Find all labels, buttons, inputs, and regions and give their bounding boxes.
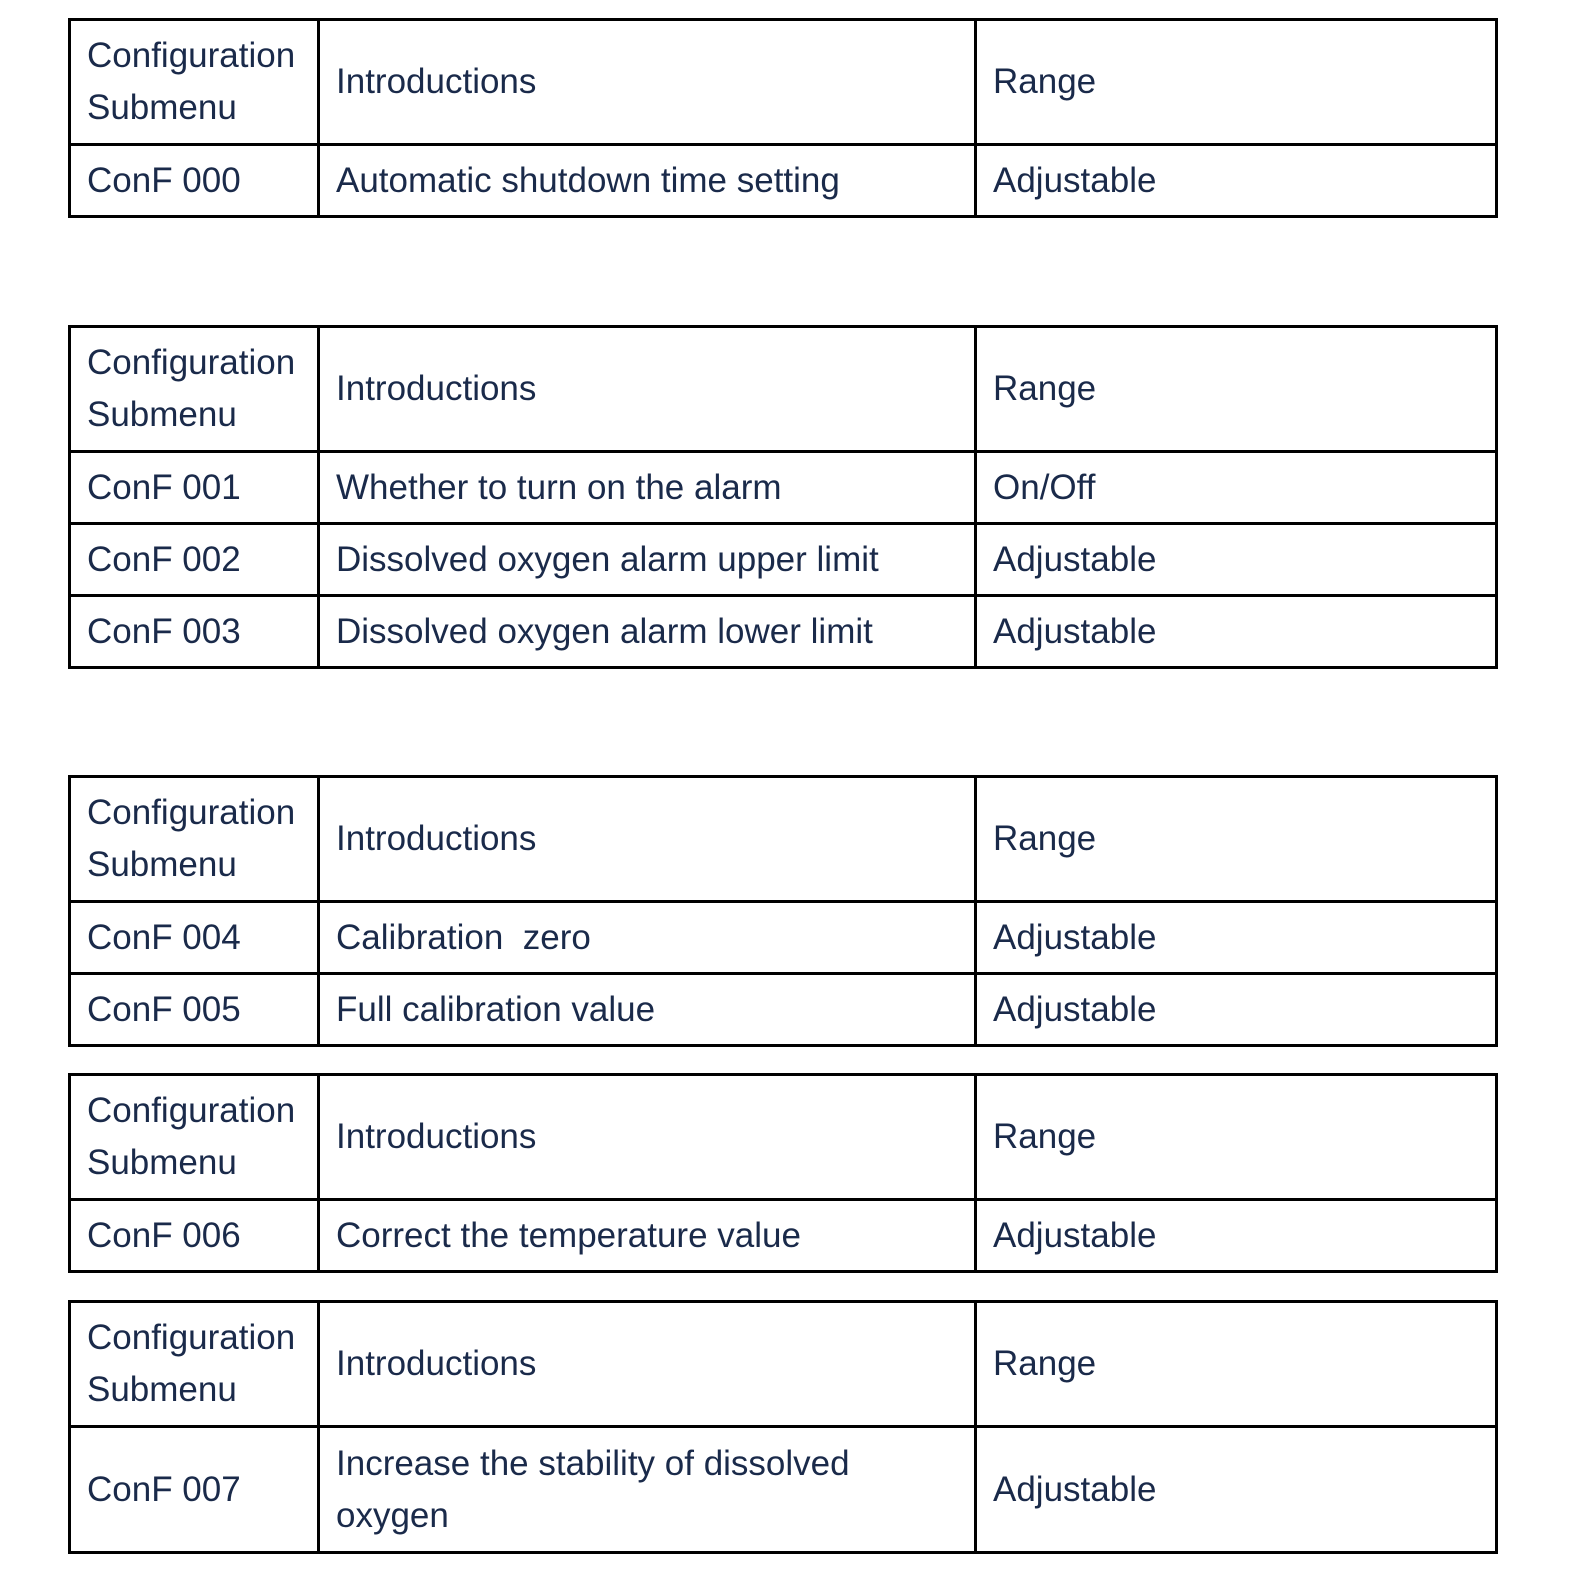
cell-code: ConF 002 bbox=[70, 524, 319, 596]
header-configuration-submenu bbox=[70, 1075, 319, 1200]
cell-introduction bbox=[319, 1427, 976, 1553]
table-header-row bbox=[70, 20, 1497, 145]
config-table-2 bbox=[68, 325, 1498, 669]
cell-code: ConF 006 bbox=[70, 1200, 319, 1272]
cell-introduction: Calibration zero bbox=[319, 902, 976, 974]
cell-range: On/Off bbox=[976, 452, 1497, 524]
cell-introduction: Dissolved oxygen alarm lower limit bbox=[319, 596, 976, 668]
config-table-5 bbox=[68, 1300, 1498, 1554]
cell-introduction-line1: Increase the stability of dissolved bbox=[336, 1443, 850, 1483]
table-header-row bbox=[70, 1302, 1497, 1427]
header-introductions: Introductions bbox=[319, 777, 976, 902]
cell-range: Adjustable bbox=[976, 1200, 1497, 1272]
header-label-line1: Configuration bbox=[87, 1318, 296, 1357]
header-label-line2: Submenu bbox=[87, 1143, 237, 1182]
header-label-line2: Submenu bbox=[87, 845, 237, 884]
cell-introduction: Whether to turn on the alarm bbox=[319, 452, 976, 524]
table-header-row bbox=[70, 777, 1497, 902]
table-header-row bbox=[70, 327, 1497, 452]
table-row bbox=[70, 452, 1497, 524]
header-introductions: Introductions bbox=[319, 20, 976, 145]
cell-code: ConF 003 bbox=[70, 596, 319, 668]
header-introductions: Introductions bbox=[319, 327, 976, 452]
config-table-1 bbox=[68, 18, 1498, 218]
cell-introduction: Correct the temperature value bbox=[319, 1200, 976, 1272]
cell-range: Adjustable bbox=[976, 524, 1497, 596]
header-range: Range bbox=[976, 777, 1497, 902]
header-range: Range bbox=[976, 1075, 1497, 1200]
header-range: Range bbox=[976, 20, 1497, 145]
cell-introduction: Dissolved oxygen alarm upper limit bbox=[319, 524, 976, 596]
cell-code: ConF 005 bbox=[70, 974, 319, 1046]
table-row bbox=[70, 902, 1497, 974]
header-configuration-submenu bbox=[70, 777, 319, 902]
header-label-line1: Configuration bbox=[87, 793, 296, 832]
cell-introduction: Full calibration value bbox=[319, 974, 976, 1046]
table-row bbox=[70, 1200, 1497, 1272]
cell-range: Adjustable bbox=[976, 974, 1497, 1046]
header-configuration-submenu bbox=[70, 20, 319, 145]
cell-range: Adjustable bbox=[976, 145, 1497, 217]
header-range: Range bbox=[976, 1302, 1497, 1427]
header-label-line2: Submenu bbox=[87, 1370, 237, 1409]
header-label-line2: Submenu bbox=[87, 88, 237, 127]
header-label-line1: Configuration bbox=[87, 343, 296, 382]
table-row bbox=[70, 524, 1497, 596]
cell-range: Adjustable bbox=[976, 902, 1497, 974]
table-row bbox=[70, 596, 1497, 668]
cell-code: ConF 001 bbox=[70, 452, 319, 524]
config-table-3 bbox=[68, 775, 1498, 1047]
header-label-line1: Configuration bbox=[87, 1091, 296, 1130]
header-introductions: Introductions bbox=[319, 1075, 976, 1200]
table-row bbox=[70, 1427, 1497, 1553]
header-label-line2: Submenu bbox=[87, 395, 237, 434]
cell-code: ConF 007 bbox=[70, 1427, 319, 1553]
header-label-line1: Configuration bbox=[87, 36, 296, 75]
header-range: Range bbox=[976, 327, 1497, 452]
cell-range: Adjustable bbox=[976, 1427, 1497, 1553]
cell-code: ConF 004 bbox=[70, 902, 319, 974]
header-configuration-submenu bbox=[70, 327, 319, 452]
cell-range: Adjustable bbox=[976, 596, 1497, 668]
header-configuration-submenu bbox=[70, 1302, 319, 1427]
header-introductions: Introductions bbox=[319, 1302, 976, 1427]
table-row bbox=[70, 974, 1497, 1046]
table-row bbox=[70, 145, 1497, 217]
cell-code: ConF 000 bbox=[70, 145, 319, 217]
cell-introduction: Automatic shutdown time setting bbox=[319, 145, 976, 217]
config-table-4 bbox=[68, 1073, 1498, 1273]
table-header-row bbox=[70, 1075, 1497, 1200]
cell-introduction-line2: oxygen bbox=[336, 1495, 449, 1535]
